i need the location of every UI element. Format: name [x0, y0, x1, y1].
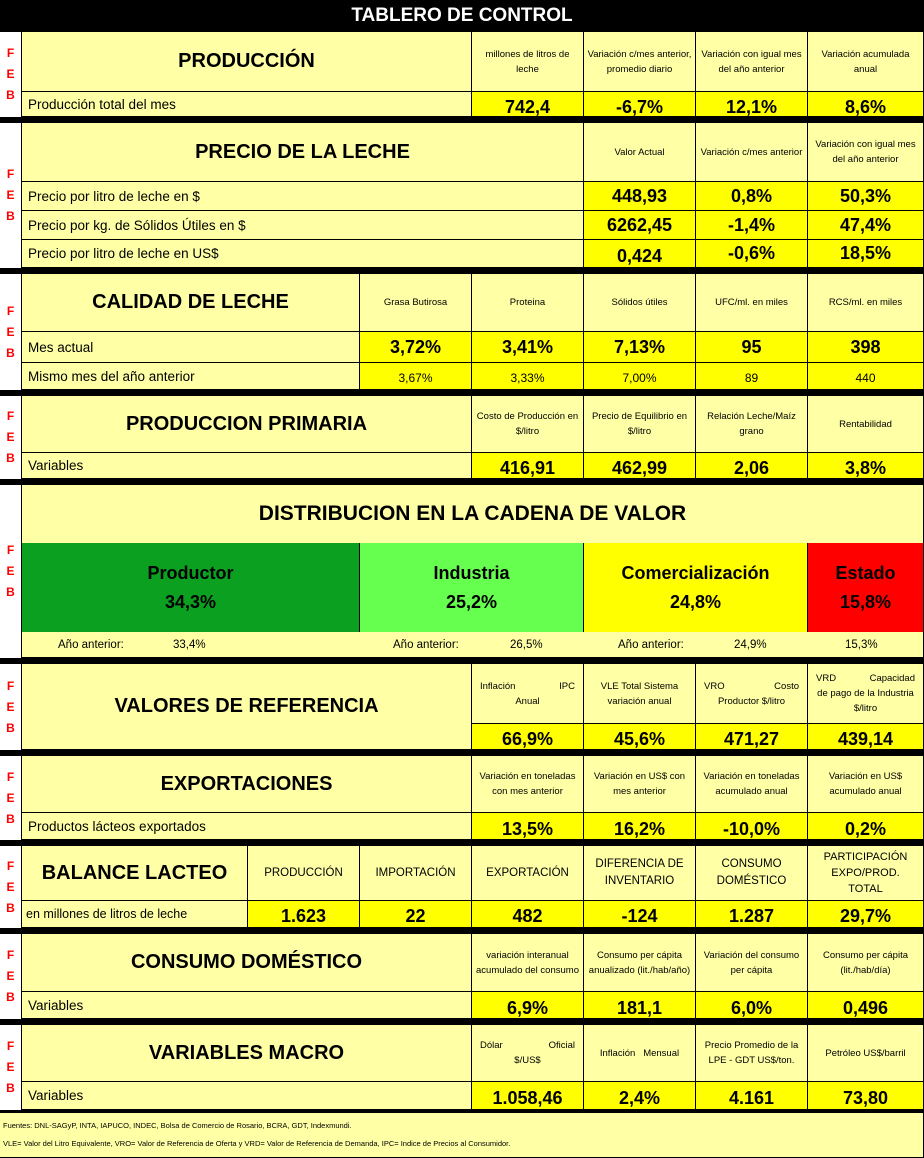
precio-header: Variación c/mes anterior [696, 123, 808, 182]
feb-marker: F E B [0, 396, 22, 479]
distribucion-industria: Industria 25,2% [360, 543, 584, 632]
produccion-row-label: Producción total del mes [22, 92, 472, 117]
balance-header: DIFERENCIA DE INVENTARIO [584, 846, 696, 901]
balance-value: 482 [472, 901, 584, 928]
balance-value: 22 [360, 901, 472, 928]
primaria-value: 462,99 [584, 453, 696, 479]
calidad-title: CALIDAD DE LECHE [22, 274, 360, 332]
dashboard-title: TABLERO DE CONTROL [351, 5, 573, 26]
referencia-header: Inflación IPC Anual [472, 664, 584, 724]
balance-header: CONSUMO DOMÉSTICO [696, 846, 808, 901]
calidad-value: 95 [696, 332, 808, 363]
prev-year-value: 33,4% [173, 639, 206, 651]
referencia-title: VALORES DE REFERENCIA [22, 664, 472, 750]
primaria-header: Costo de Producción en $/litro [472, 396, 584, 453]
consumo-value: 181,1 [584, 992, 696, 1019]
produccion-value: 8,6% [808, 92, 924, 117]
prev-year-value: 15,3% [845, 639, 878, 651]
macro-value: 1.058,46 [472, 1082, 584, 1110]
balance-header: PARTICIPACIÓN EXPO/PROD. TOTAL [808, 846, 924, 901]
precio-value: 47,4% [808, 211, 924, 240]
produccion-value: 742,4 [472, 92, 584, 117]
macro-header: Petróleo US$/barril [808, 1025, 924, 1082]
consumo-header: variación interanual acumulado del consumo [472, 934, 584, 992]
feb-marker: F E B [0, 123, 22, 268]
calidad-value: 440 [808, 363, 924, 390]
consumo-value: 6,9% [472, 992, 584, 1019]
prev-year-value: 26,5% [510, 639, 543, 651]
calidad-value: 3,72% [360, 332, 472, 363]
macro-title: VARIABLES MACRO [22, 1025, 472, 1082]
consumo-header: Consumo per cápita anualizado (lit./hab/año) [584, 934, 696, 992]
primaria-value: 416,91 [472, 453, 584, 479]
precio-value: 0,424 [584, 240, 696, 268]
calidad-value: 3,41% [472, 332, 584, 363]
balance-title: BALANCE LACTEO [22, 846, 248, 901]
distribucion-comercializacion: Comercialización 24,8% [584, 543, 808, 632]
macro-row-label: Variables [22, 1082, 472, 1110]
produccion-header: millones de litros de leche [472, 32, 584, 92]
produccion-value: 12,1% [696, 92, 808, 117]
primaria-row-label: Variables [22, 453, 472, 479]
precio-title: PRECIO DE LA LECHE [22, 123, 584, 182]
referencia-value: 471,27 [696, 724, 808, 750]
primaria-header: Rentabilidad [808, 396, 924, 453]
dashboard-title-bar [0, 0, 924, 32]
referencia-value: 66,9% [472, 724, 584, 750]
calidad-header: Proteina [472, 274, 584, 332]
macro-header: Precio Promedio de la LPE - GDT US$/ton. [696, 1025, 808, 1082]
produccion-value: -6,7% [584, 92, 696, 117]
balance-header: IMPORTACIÓN [360, 846, 472, 901]
calidad-header: Grasa Butirosa [360, 274, 472, 332]
precio-header: Variación con igual mes del año anterior [808, 123, 924, 182]
calidad-value: 398 [808, 332, 924, 363]
prev-year-value: 24,9% [734, 639, 767, 651]
exportaciones-header: Variación en toneladas con mes anterior [472, 756, 584, 813]
exportaciones-value: 0,2% [808, 813, 924, 840]
precio-value: 0,8% [696, 182, 808, 211]
balance-value: 1.623 [248, 901, 360, 928]
macro-header: Dólar Oficial $/US$ [472, 1025, 584, 1082]
produccion-title: PRODUCCIÓN [22, 32, 472, 92]
precio-row-label: Precio por litro de leche en US$ [22, 240, 584, 268]
feb-marker: F E B [0, 32, 22, 117]
feb-marker: F E B [0, 934, 22, 1019]
feb-marker: F E B [0, 846, 22, 928]
macro-value: 4.161 [696, 1082, 808, 1110]
feb-marker: F E B [0, 485, 22, 658]
feb-marker: F E B [0, 664, 22, 750]
primaria-value: 2,06 [696, 453, 808, 479]
feb-marker: F E B [0, 756, 22, 840]
consumo-value: 0,496 [808, 992, 924, 1019]
precio-value: 18,5% [808, 240, 924, 268]
calidad-header: UFC/ml. en miles [696, 274, 808, 332]
exportaciones-value: 13,5% [472, 813, 584, 840]
distribucion-productor: Productor 34,3% [22, 543, 360, 632]
referencia-header: VRD Capacidad de pago de la Industria $/litro [808, 664, 924, 724]
prev-year-label: Año anterior: [58, 639, 124, 651]
referencia-header: VRO Costo Productor $/litro [696, 664, 808, 724]
primaria-header: Relación Leche/Maíz grano [696, 396, 808, 453]
prev-year-label: Año anterior: [618, 639, 684, 651]
exportaciones-header: Variación en toneladas acumulado anual [696, 756, 808, 813]
footer-sources: Fuentes: DNL-SAGyP, INTA, IAPUCO, INDEC, Bolsa de Comercio de Rosario, BCRA, GDT, Indexmundi. [3, 1120, 352, 1130]
exportaciones-row-label: Productos lácteos exportados [22, 813, 472, 840]
consumo-header: Consumo per cápita (lit./hab/día) [808, 934, 924, 992]
precio-value: -1,4% [696, 211, 808, 240]
referencia-value: 45,6% [584, 724, 696, 750]
balance-value: 1.287 [696, 901, 808, 928]
balance-row-label: en millones de litros de leche [22, 901, 248, 928]
balance-header: EXPORTACIÓN [472, 846, 584, 901]
balance-header: PRODUCCIÓN [248, 846, 360, 901]
distribucion-title: DISTRIBUCION EN LA CADENA DE VALOR [22, 485, 924, 543]
exportaciones-header: Variación en US$ con mes anterior [584, 756, 696, 813]
calidad-header: Sólidos útiles [584, 274, 696, 332]
produccion-header: Variación con igual mes del año anterior [696, 32, 808, 92]
distribucion-estado: Estado 15,8% [808, 543, 924, 632]
primaria-value: 3,8% [808, 453, 924, 479]
primaria-header: Precio de Equilibrio en $/litro [584, 396, 696, 453]
macro-value: 2,4% [584, 1082, 696, 1110]
feb-marker: F E B [0, 274, 22, 390]
produccion-header: Variación c/mes anterior, promedio diario [584, 32, 696, 92]
calidad-value: 89 [696, 363, 808, 390]
consumo-title: CONSUMO DOMÉSTICO [22, 934, 472, 992]
prev-year-label: Año anterior: [393, 639, 459, 651]
precio-value: -0,6% [696, 240, 808, 268]
precio-row-label: Precio por litro de leche en $ [22, 182, 584, 211]
consumo-header: Variación del consumo per cápita [696, 934, 808, 992]
produccion-header: Variación acumulada anual [808, 32, 924, 92]
macro-value: 73,80 [808, 1082, 924, 1110]
calidad-value: 3,67% [360, 363, 472, 390]
primaria-title: PRODUCCION PRIMARIA [22, 396, 472, 453]
exportaciones-value: 16,2% [584, 813, 696, 840]
balance-value: -124 [584, 901, 696, 928]
referencia-header: VLE Total Sistema variación anual [584, 664, 696, 724]
precio-value: 448,93 [584, 182, 696, 211]
calidad-value: 7,00% [584, 363, 696, 390]
exportaciones-title: EXPORTACIONES [22, 756, 472, 813]
calidad-row-label: Mismo mes del año anterior [22, 363, 360, 390]
precio-row-label: Precio por kg. de Sólidos Útiles en $ [22, 211, 584, 240]
footer-notes: VLE= Valor del Litro Equivalente, VRO= Valor de Referencia de Oferta y VRD= Valor de Referencia de Demanda, IPC= Indice de Precios al Consumidor. [3, 1138, 511, 1148]
feb-marker: F E B [0, 1025, 22, 1110]
macro-header: Inflación Mensual [584, 1025, 696, 1082]
precio-value: 6262,45 [584, 211, 696, 240]
calidad-header: RCS/ml. en miles [808, 274, 924, 332]
exportaciones-header: Variación en US$ acumulado anual [808, 756, 924, 813]
calidad-row-label: Mes actual [22, 332, 360, 363]
calidad-value: 7,13% [584, 332, 696, 363]
balance-value: 29,7% [808, 901, 924, 928]
precio-value: 50,3% [808, 182, 924, 211]
referencia-value: 439,14 [808, 724, 924, 750]
exportaciones-value: -10,0% [696, 813, 808, 840]
calidad-value: 3,33% [472, 363, 584, 390]
consumo-value: 6,0% [696, 992, 808, 1019]
consumo-row-label: Variables [22, 992, 472, 1019]
precio-header: Valor Actual [584, 123, 696, 182]
